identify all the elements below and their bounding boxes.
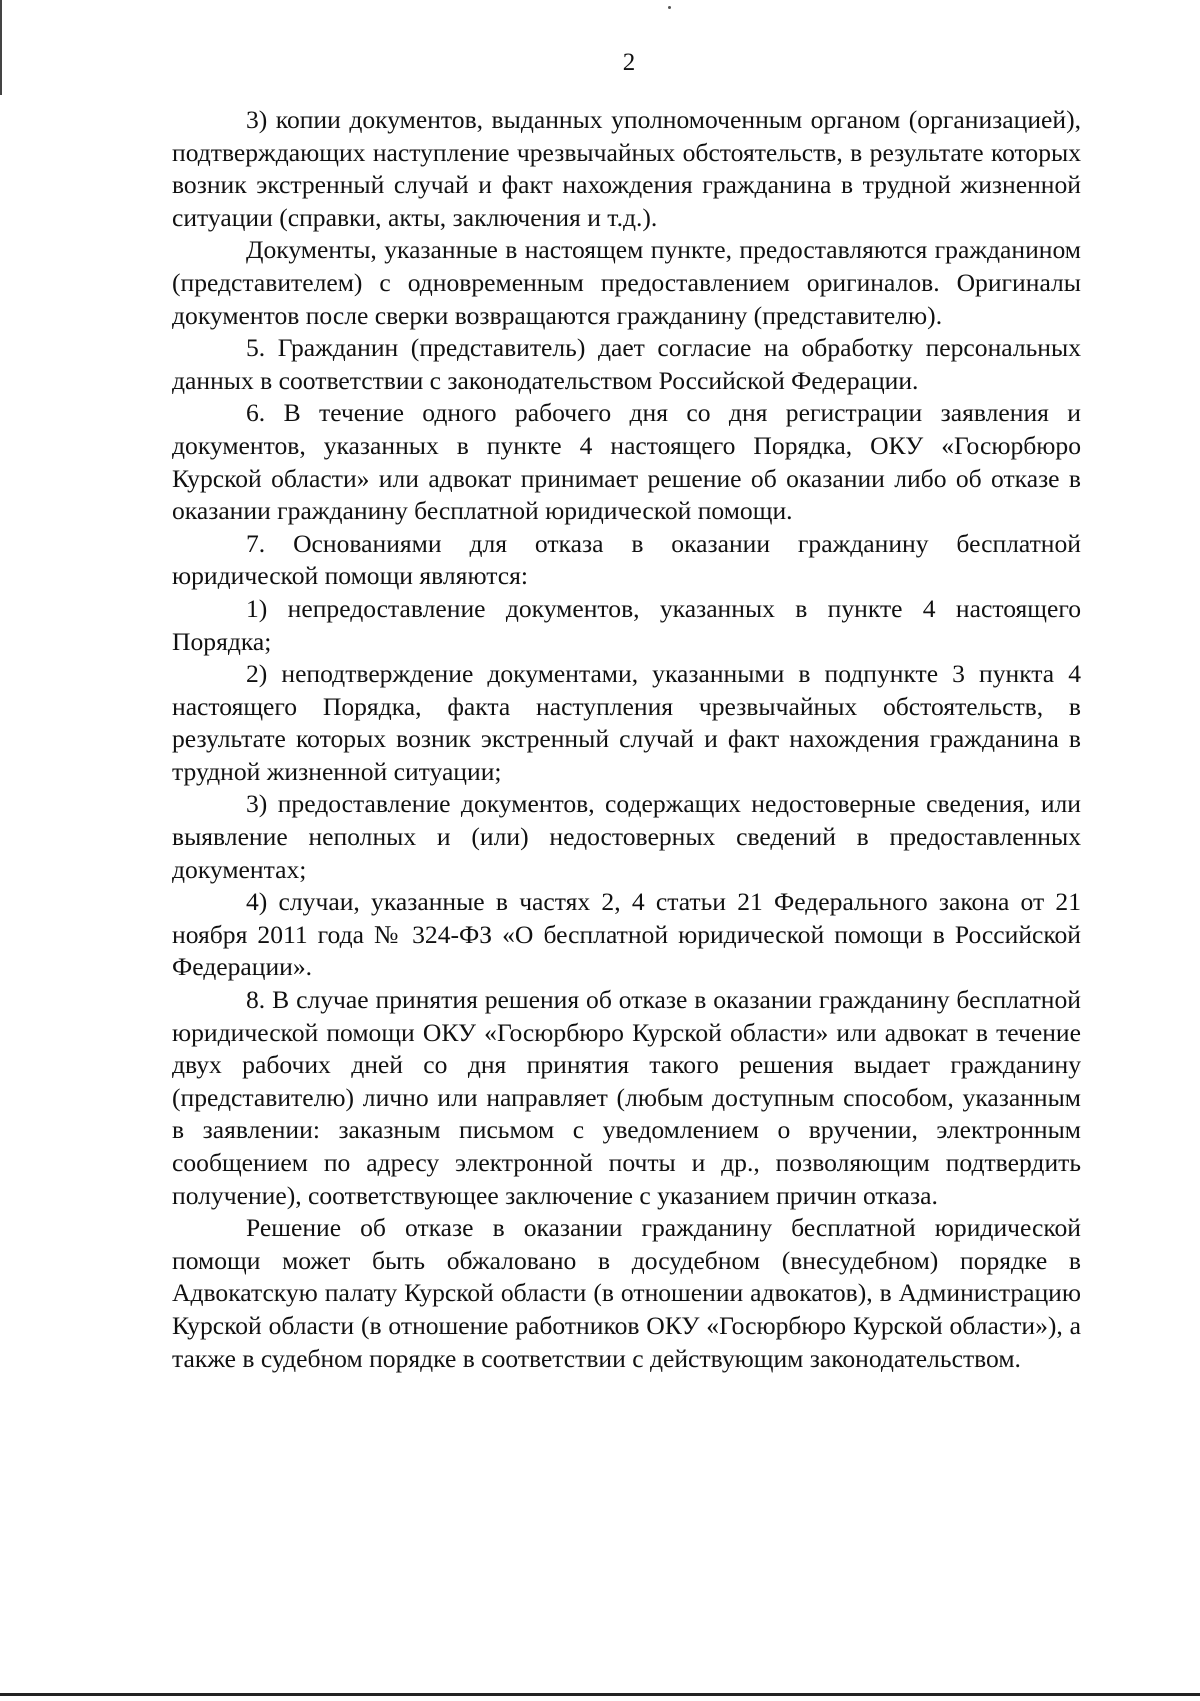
paragraph-item-7-sub-3: 3) предоставление документов, содержащих недостоверные сведения, или выявление неполных и (или) недостоверных сведений в предоставленных документах; bbox=[172, 789, 1081, 884]
paragraph-item-7-sub-4: 4) случаи, указанные в частях 2, 4 статьи 21 Федерального закона от 21 ноября 2011 года № 324-ФЗ «О бесплатной юридической помощи в Российской Федерации». bbox=[172, 887, 1081, 982]
paragraph-appeal: Решение об отказе в оказании гражданину бесплатной юридической помощи может быть обжаловано в досудебном (внесудебном) порядке в Адвокатскую палату Курской области (в отношении адвокатов), в Администрацию Курской области (в отношение работников ОКУ «Госюрбюро Курской области»), а также в судебном порядке в соответствии с действующим законодательством. bbox=[172, 1213, 1081, 1373]
scan-edge-bottom bbox=[0, 1693, 1200, 1696]
document-body bbox=[172, 104, 1081, 1375]
paragraph-subitem-3-copies: 3) копии документов, выданных уполномоченным органом (организацией), подтверждающих наступление чрезвычайных обстоятельств, в результате которых возник экстренный случай и факт нахождения гражданина в трудной жизненной ситуации (справки, акты, заключения и т.д.). bbox=[172, 105, 1081, 232]
paragraph-item-6: 6. В течение одного рабочего дня со дня регистрации заявления и документов, указанных в пункте 4 настоящего Порядка, ОКУ «Госюрбюро Курской области» или адвокат принимает решение об оказании либо об отказе в оказании гражданину бесплатной юридической помощи. bbox=[172, 398, 1081, 526]
paragraph-item-7-sub-2: 2) неподтверждение документами, указанными в подпункте 3 пункта 4 настоящего Порядка, факта наступления чрезвычайных обстоятельств, в результате которых возник экстренный случай и факт нахождения гражданина в трудной жизненной ситуации; bbox=[172, 659, 1081, 786]
paragraph-item-5: 5. Гражданин (представитель) дает согласие на обработку персональных данных в соответствии с законодательством Российской Федерации. bbox=[172, 333, 1081, 395]
page-number: 2 bbox=[622, 49, 636, 76]
paragraph-item-7-sub-1: 1) непредоставление документов, указанных в пункте 4 настоящего Порядка; bbox=[172, 593, 1081, 656]
paragraph-item-8: 8. В случае принятия решения об отказе в оказании гражданину бесплатной юридической помощи ОКУ «Госюрбюро Курской области» или адвокат в течение двух рабочих дней со дня принятия такого решения выдает гражданину (представителю) лично или направляет (любым доступным способом, указанным в заявлении: заказным письмом с уведомлением о вручении, электронным сообщением по адресу электронной почты и др., позволяющим подтвердить получение), соответствующее заключение с указанием причин отказа. bbox=[172, 985, 1081, 1210]
scan-speck bbox=[668, 6, 671, 9]
paragraph-item-7: 7. Основаниями для отказа в оказании гражданину бесплатной юридической помощи являются: bbox=[172, 528, 1081, 591]
paragraph-documents-originals: Документы, указанные в настоящем пункте, предоставляются гражданином (представителем) с одновременным предоставлением оригиналов. Оригиналы документов после сверки возвращаются гражданину (представителю). bbox=[172, 235, 1081, 330]
